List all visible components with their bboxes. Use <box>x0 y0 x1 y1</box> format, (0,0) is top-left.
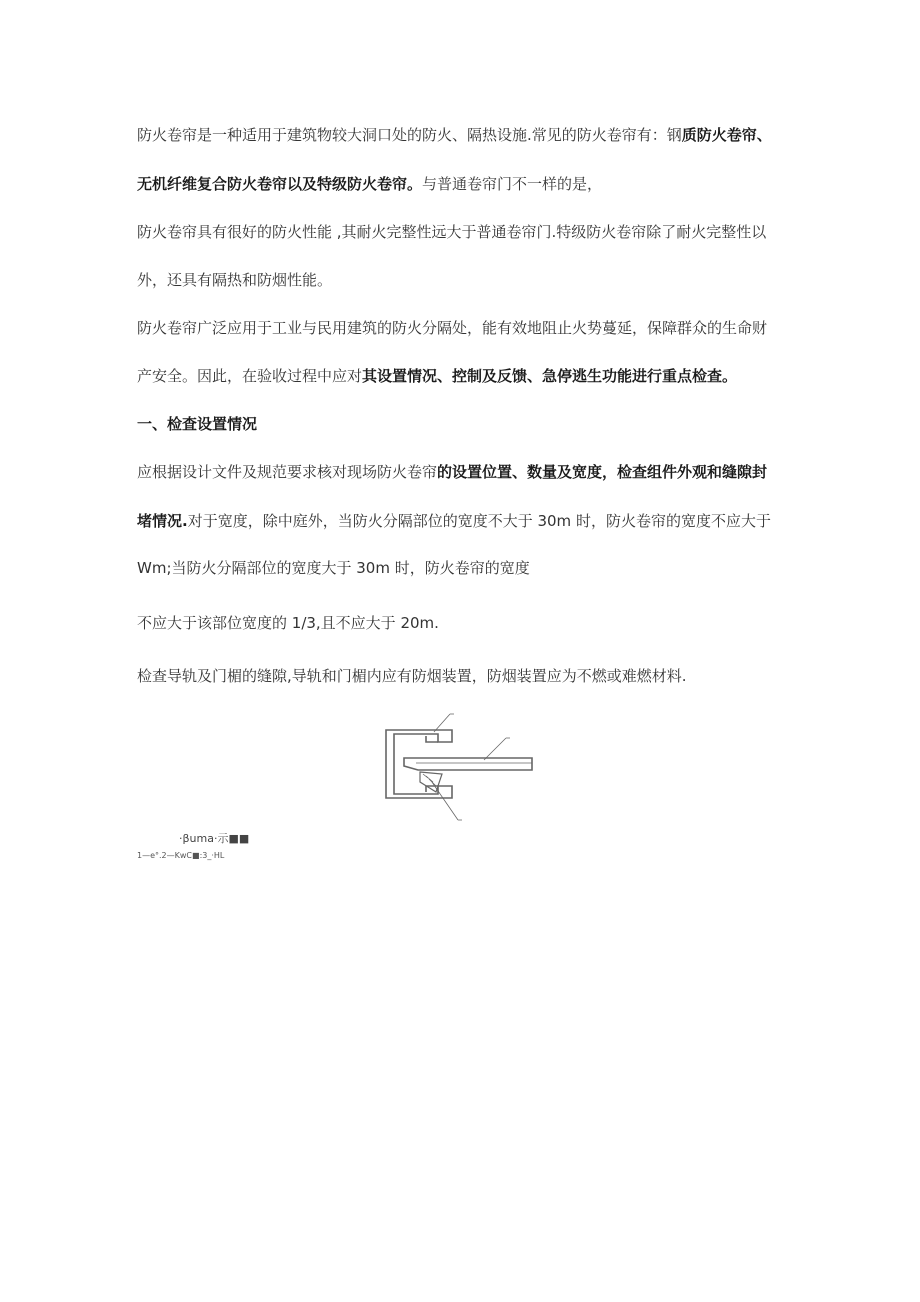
paragraph-2-line-2: 外，还具有隔热和防烟性能。 <box>137 271 333 289</box>
paragraph-1-line-2 <box>137 174 602 194</box>
paragraph-1-bold-text-2: 无机纤维复合防火卷帘以及特级防火卷帘。 <box>137 175 423 193</box>
guide-rail-diagram <box>376 708 546 830</box>
paragraph-3-line-1: 防火卷帘广泛应用于工业与民用建筑的防火分隔处，能有效地阻止火势蔓延，保障群众的生命财 <box>137 319 768 337</box>
rail-lip-top <box>426 736 438 742</box>
section-1-heading: 一、检査设置情况 <box>137 415 258 433</box>
section-1-bold-text-2: 堵情况. <box>137 512 188 530</box>
leader-line-3 <box>436 788 458 820</box>
paragraph-1-text-2: 与普通卷帘门不一样的是， <box>422 175 603 193</box>
figure-legend: 1—e°.2—KwC■:3_·HL <box>137 851 225 860</box>
section-1-line-1 <box>137 462 767 482</box>
section-1-line-5: 检查导轨及门楣的缝隙,导轨和门楣内应有防烟装置，防烟装置应为不燃或难燃材料. <box>137 667 687 685</box>
paragraph-2-line-1: 防火卷帘具有很好的防火性能 ,其耐火完整性远大于普通卷帘门.特级防火卷帘除了耐火完整性以 <box>137 223 767 241</box>
paragraph-1-line-1 <box>137 125 772 145</box>
paragraph-1-bold-text: 质防火卷帘、 <box>681 126 772 144</box>
section-1-text: 应根据设计文件及规范要求核对现场防火卷帘 <box>137 463 438 481</box>
paragraph-3-text: 产安全。因此，在验收过程中应对 <box>137 367 363 385</box>
rail-channel <box>386 730 452 798</box>
paragraph-3-bold-text: 其设置情况、控制及反馈、急停逃生功能进行重点检查。 <box>362 367 738 385</box>
curtain-slat <box>404 758 532 770</box>
paragraph-1-text: 防火卷帘是一种适用于建筑物较大洞口处的防火、隔热设施.常见的防火卷帘有：钢 <box>137 126 682 144</box>
section-1-text-2: 对于宽度，除中庭外，当防火分隔部位的宽度不大于 30m 时，防火卷帘的宽度不应大于 <box>187 512 771 530</box>
section-1-line-2 <box>137 511 771 531</box>
section-1-bold-text: 的设置位置、数量及宽度，检查组件外观和缝隙封 <box>437 463 768 481</box>
section-1-line-3: Wm;当防火分隔部位的宽度大于 30m 时，防火卷帘的宽度 <box>137 559 530 577</box>
leader-line-2 <box>484 738 506 760</box>
paragraph-3-line-2 <box>137 366 737 386</box>
figure-caption: ·βuma·示■■ <box>179 832 250 845</box>
section-1-line-4: 不应大于该部位宽度的 1/3,且不应大于 20m. <box>137 614 439 632</box>
